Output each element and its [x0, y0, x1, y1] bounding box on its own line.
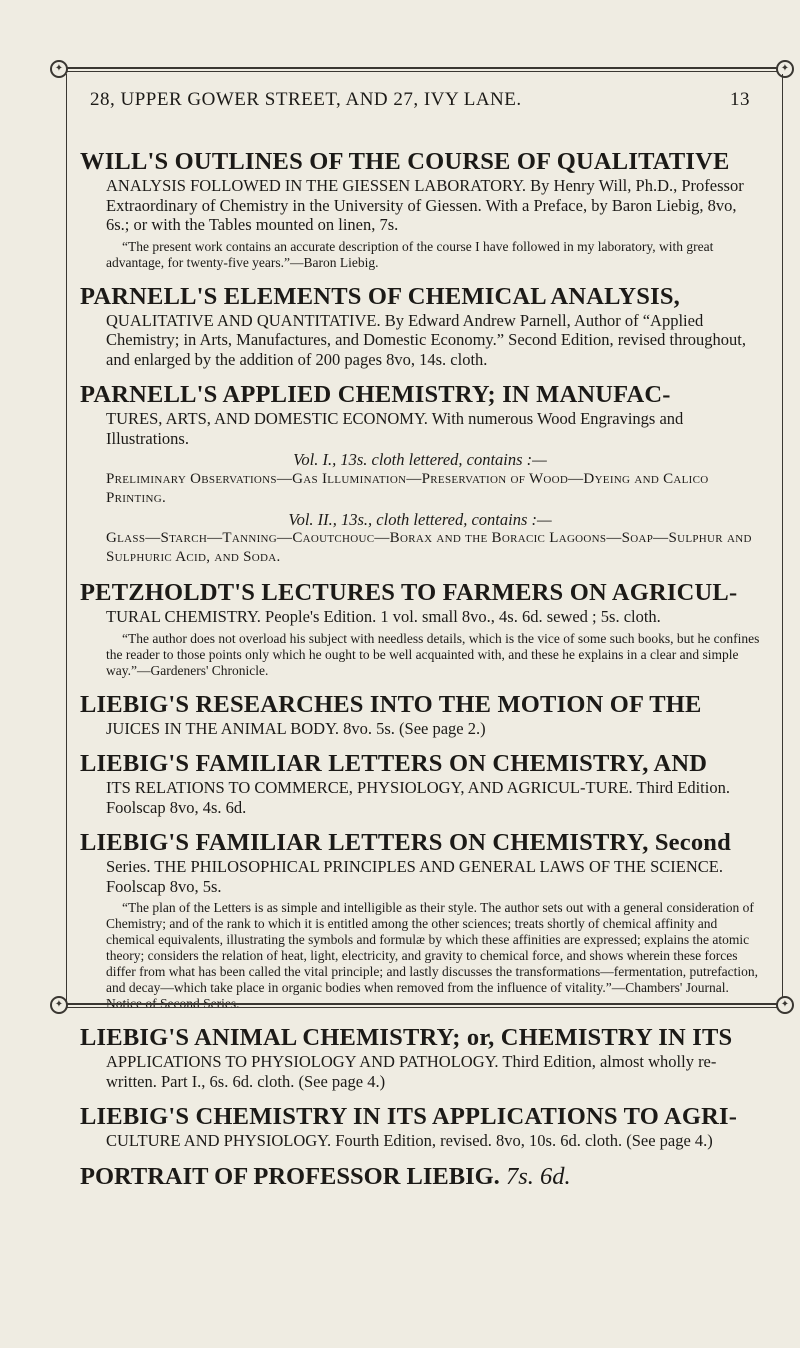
- entry-description: Series. THE PHILOSOPHICAL PRINCIPLES AND GENERAL LAWS OF THE SCIENCE. Foolscap 8vo, 5s.: [106, 857, 723, 896]
- left-border-line: [66, 74, 67, 1004]
- bottom-rule-thin: [62, 1007, 786, 1008]
- entry-title: WILL'S OUTLINES OF THE COURSE OF QUALITATIVE: [80, 148, 730, 175]
- entry-title: LIEBIG'S FAMILIAR LETTERS ON CHEMISTRY, AND: [80, 750, 708, 777]
- portrait-entry: [80, 1163, 760, 1191]
- running-header: [90, 89, 750, 111]
- entry-title: LIEBIG'S ANIMAL CHEMISTRY; or, CHEMISTRY IN ITS: [80, 1024, 733, 1051]
- entry-description: APPLICATIONS TO PHYSIOLOGY AND PATHOLOGY. Third Edition, almost wholly re-written. Part I., 6s. 6d. cloth. (See page 4.): [106, 1052, 717, 1091]
- catalogue-entry: [80, 691, 760, 739]
- entry-quote: “The present work contains an accurate description of the course I have followed in my laboratory, with great advantage, for twenty-five years.”—Baron Liebig.: [106, 238, 714, 270]
- running-head-text: 28, UPPER GOWER STREET, AND 27, IVY LANE.: [90, 89, 522, 110]
- catalogue-entry: [80, 1163, 760, 1191]
- portrait-title: PORTRAIT OF PROFESSOR LIEBIG.: [80, 1162, 500, 1190]
- volume-two-contents: Glass—Starch—Tanning—Caoutchouc—Borax and the Boracic Lagoons—Soap—Sulphur and Sulphuric Acid, and Soda.: [106, 530, 752, 565]
- catalogue-entry: [80, 750, 760, 817]
- catalogue-entry: [80, 829, 760, 1012]
- entry-title: PARNELL'S APPLIED CHEMISTRY; IN MANUFAC-: [80, 381, 671, 408]
- entry-description: TURES, ARTS, AND DOMESTIC ECONOMY. With numerous Wood Engravings and Illustrations.: [106, 409, 684, 448]
- catalogue-entry: [80, 148, 760, 271]
- catalogue-entries: [80, 148, 760, 1203]
- entry-title: PARNELL'S ELEMENTS OF CHEMICAL ANALYSIS,: [80, 282, 680, 310]
- catalogue-entry: [80, 381, 760, 567]
- entry-description: ITS RELATIONS TO COMMERCE, PHYSIOLOGY, AND AGRICUL-TURE. Third Edition. Foolscap 8vo, 4s. 6d.: [106, 778, 730, 817]
- volume-one-contents: Preliminary Observations—Gas Illumination—Preservation of Wood—Dyeing and Calico Printing.: [106, 470, 709, 506]
- entry-title: LIEBIG'S CHEMISTRY IN ITS APPLICATIONS TO AGRI-: [80, 1103, 738, 1130]
- entry-description: ANALYSIS FOLLOWED IN THE GIESSEN LABORATORY. By Henry Will, Ph.D., Professor Extraordinary of Chemistry in the University of Giessen. With a Preface, by Baron Liebig, 8vo, 6s.; or with the Tables mounted on linen, 7s.: [106, 176, 744, 234]
- corner-ornament-icon: ✦: [776, 60, 794, 78]
- corner-ornament-icon: ✦: [50, 996, 68, 1014]
- portrait-price: 7s. 6d.: [505, 1162, 571, 1190]
- page-number: 13: [730, 89, 750, 110]
- volume-two-line: Vol. II., 13s., cloth lettered, contains :—: [288, 509, 552, 529]
- entry-description: JUICES IN THE ANIMAL BODY. 8vo. 5s. (See page 2.): [106, 718, 486, 738]
- entry-title: PETZHOLDT'S LECTURES TO FARMERS ON AGRICUL-: [80, 579, 738, 606]
- catalogue-entry: [80, 579, 760, 679]
- catalogue-entry: [80, 1024, 760, 1091]
- entry-description: CULTURE AND PHYSIOLOGY. Fourth Edition, revised. 8vo, 10s. 6d. cloth. (See page 4.): [106, 1131, 713, 1150]
- entry-description: QUALITATIVE AND QUANTITATIVE. By Edward Andrew Parnell, Author of “Applied Chemistry; in Arts, Manufactures, and Domestic Economy.” Second Edition, revised throughout, and enlarged by the addition of 200 pages 8vo, 14s. cloth.: [106, 310, 747, 369]
- entry-title: LIEBIG'S RESEARCHES INTO THE MOTION OF THE: [80, 690, 702, 718]
- bottom-rule: [62, 1003, 786, 1005]
- entry-quote: “The plan of the Letters is as simple and intelligible as their style. The author sets out with a general consideration of Chemistry; and of the rank to which it is entitled among the other sciences; treats shortly of chemical affinity and chemical equivalents, illustrating the symbols and formulæ by which these affinities are expressed; explains the atomic theory; considers the relation of heat, light, electricity, and gravity to chemical force, and shows wherein these forces differ from what has been called the vital principle; and lastly discusses the transformations—fermentation, putrefaction, and decay—which take place in organic bodies when removed from the influence of vitality.”—Chambers' Journal. Notice of Second Series.: [106, 900, 759, 1011]
- right-border-line: [782, 74, 783, 1004]
- entry-quote: “The author does not overload his subject with needless details, which is the vice of some such books, but he confines the reader to those points only which he ought to be well acquainted with, and these he explains in a clear and simple way.”—Gardeners' Chronicle.: [106, 630, 760, 678]
- catalogue-entry: [80, 283, 760, 370]
- top-rule: [62, 67, 786, 69]
- entry-title: LIEBIG'S FAMILIAR LETTERS ON CHEMISTRY, Second: [80, 829, 731, 856]
- corner-ornament-icon: ✦: [776, 996, 794, 1014]
- entry-description: TURAL CHEMISTRY. People's Edition. 1 vol. small 8vo., 4s. 6d. sewed ; 5s. cloth.: [106, 607, 661, 626]
- corner-ornament-icon: ✦: [50, 60, 68, 78]
- volume-one-line: Vol. I., 13s. cloth lettered, contains :—: [293, 450, 547, 469]
- catalogue-entry: [80, 1103, 760, 1151]
- top-rule-thin: [62, 71, 786, 72]
